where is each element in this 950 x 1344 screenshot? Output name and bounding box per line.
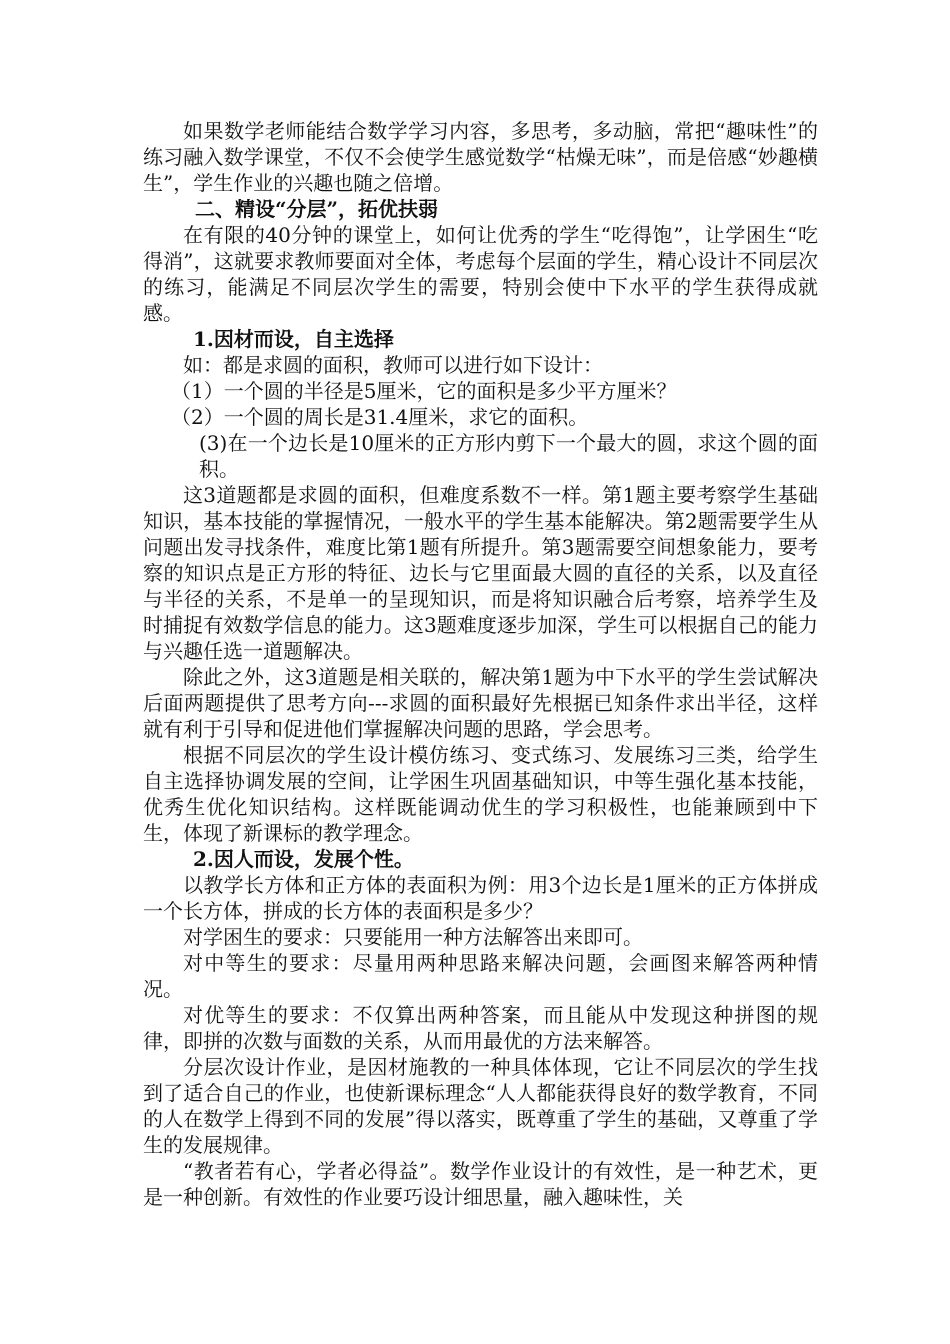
document-body bbox=[143, 118, 818, 1210]
question-1: （1）一个圆的半径是5厘米，它的面积是多少平方厘米？ bbox=[171, 379, 677, 403]
paragraph-analysis: 这3道题都是求圆的面积，但难度系数不一样。第1题主要考察学生基础知识，基本技能的掌握情况，一般水平的学生基本能解决。第2题需要学生从问题出发寻找条件，难度比第1题有所提升。第3题需要空间想象能力，要考察的知识点是正方形的特征、边长与它里面最大圆的直径的关系，以及直径与半径的关系，不是单一的呈现知识，而是将知识融合后考察，培养学生及时捕捉有效数学信息的能力。这3题难度逐步加深，学生可以根据自己的能力与兴趣任选一道题解决。 bbox=[143, 483, 818, 663]
paragraph-summary: 分层次设计作业，是因材施教的一种具体体现，它让不同层次的学生找到了适合自己的作业，也使新课标理念“人人都能获得良好的数学教育，不同的人在数学上得到不同的发展”得以落实，既尊重了学生的基础，又尊重了学生的发展规律。 bbox=[143, 1055, 818, 1157]
paragraph-example-2: 以教学长方体和正方体的表面积为例：用3个边长是1厘米的正方体拼成一个长方体，拼成的长方体的表面积是多少？ bbox=[143, 873, 818, 923]
paragraph-section-2: 在有限的40分钟的课堂上，如何让优秀的学生“吃得饱”，让学困生“吃得消”，这就要求教师要面对全体，考虑每个层面的学生，精心设计不同层次的练习，能满足不同层次学生的需要，特别会使中下水平的学生获得成就感。 bbox=[143, 223, 818, 325]
subheading-1: 1.因材而设，自主选择 bbox=[193, 327, 394, 351]
section-heading-2: 二、精设“分层”，拓优扶弱 bbox=[195, 197, 439, 221]
paragraph-top-students: 对优等生的要求：不仅算出两种答案，而且能从中发现这种拼图的规律，即拼的次数与面数的关系，从而用最优的方法来解答。 bbox=[143, 1003, 818, 1053]
paragraph-conclusion: “教者若有心，学者必得益”。数学作业设计的有效性，是一种艺术，更是一种创新。有效性的作业要巧设计细思量，融入趣味性，关 bbox=[143, 1159, 818, 1209]
paragraph-intro: 如果数学老师能结合数学学习内容，多思考，多动脑，常把“趣味性”的练习融入数学课堂，不仅不会使学生感觉数学“枯燥无味”，而是倍感“妙趣横生”，学生作业的兴趣也随之倍增。 bbox=[143, 119, 818, 195]
paragraph-weak-students: 对学困生的要求：只要能用一种方法解答出来即可。 bbox=[183, 925, 643, 949]
subheading-2: 2.因人而设，发展个性。 bbox=[193, 847, 414, 871]
question-3: (3)在一个边长是10厘米的正方形内剪下一个最大的圆，求这个圆的面积。 bbox=[199, 431, 818, 481]
paragraph-related: 除此之外，这3道题是相关联的，解决第1题为中下水平的学生尝试解决后面两题提供了思考方向---求圆的面积最好先根据已知条件求出半径，这样就有利于引导和促进他们掌握解决问题的思路，学会思考。 bbox=[143, 665, 818, 741]
paragraph-levels: 根据不同层次的学生设计模仿练习、变式练习、发展练习三类，给学生自主选择协调发展的空间，让学困生巩固基础知识，中等生强化基本技能，优秀生优化知识结构。这样既能调动优生的学习积极性，也能兼顾到中下生，体现了新课标的教学理念。 bbox=[143, 743, 818, 845]
paragraph-example-intro: 如：都是求圆的面积，教师可以进行如下设计： bbox=[183, 353, 603, 377]
paragraph-middle-students: 对中等生的要求：尽量用两种思路来解决问题，会画图来解答两种情况。 bbox=[143, 951, 818, 1001]
question-2: （2）一个圆的周长是31.4厘米，求它的面积。 bbox=[171, 405, 589, 429]
